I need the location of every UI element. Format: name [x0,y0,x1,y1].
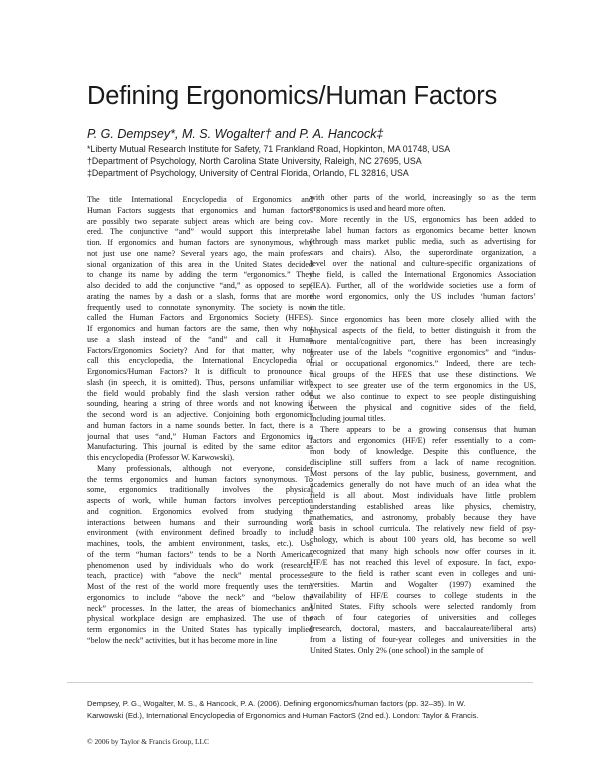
affiliation-3: ‡Department of Psychology, University of Central Florida, Orlando, FL 32816, USA [87,168,409,178]
text-line: availability of HF/E courses to college students in the [310,590,536,600]
text-line: use a slash instead of the “and” and call it Human [87,334,313,344]
text-line: academics generally do not have much of an idea what the [310,480,536,490]
text-line: Since ergonomics has been more closely allied with the [320,314,536,324]
text-line: but we also continue to expect to see people distinguishing [310,391,536,401]
citation-line-2: Karwowski (Ed.), International Encyclopedia of Ergonomics and Human FactorS (2nd ed.). London: Taylor & Francis. [87,710,479,720]
text-line: machines, tools, the ambient environment, tasks, etc.). Use [87,539,313,548]
text-line: the field would probably find the slash version rather odd [87,388,313,398]
text-line: If ergonomics and human factors are the same, then why not [87,324,313,333]
text-line: a basis in school curricula. The relatively new field of psy- [310,524,536,534]
citation-divider [67,682,533,683]
article-title: Defining Ergonomics/Human Factors [87,82,498,110]
text-line: HF/E has not reached this level of exposure. In fact, expo- [310,557,536,567]
text-line: and cognition. Ergonomics evolved from studying the [87,506,313,516]
text-line: the word ergonomics, only the US includes ‘human factors’ [310,292,536,302]
text-line: more mental/cognitive part, there has been increasingly [310,336,536,346]
text-line: (research, doctoral, masters, and baccalaureate/liberal arts) [310,623,536,633]
text-line: of the term “human factors” tends to be a North American [87,549,313,559]
text-line: discipline still suffers from a lack of name recognition. [310,458,536,468]
text-line: versities. Martin and Wogalter (1997) examined the [310,579,536,589]
text-line: interactions between humans and their surrounding work [87,517,313,527]
text-line: Many professionals, although not everyone, consider [97,463,313,473]
text-line: called the Human Factors and Ergonomics Society (HFES). [87,313,313,323]
text-line: with other parts of the world, increasingly so as the term [310,193,536,202]
text-line: some, ergonomics traditionally involves the physical [87,485,313,495]
text-line: United States. Fifty schools were selected randomly from [310,601,536,611]
text-line: Most of the rest of the world more frequently uses the term [87,582,313,591]
text-line: chology, which is about 100 years old, has become so well [310,535,536,545]
text-line: the terms ergonomics and human factors synonymous. To [87,474,313,484]
text-line: slash (in speech, it is omitted). Thus, persons unfamiliar with [87,377,313,387]
text-line: physical workplace design are emphasized. The use of the [87,614,313,624]
text-line: and human factors in a name sounds better. In fact, there is a [87,420,313,430]
text-line: Ergonomics/Human Factors? It is difficult to pronounce a [87,367,313,376]
text-line: The title International Encyclopedia of Ergonomics and [87,195,313,204]
author-list: P. G. Dempsey*, M. S. Wogalter† and P. A. Hancock‡ [87,127,384,141]
body-column-right [310,192,536,656]
text-line: “below the neck” activities, but it has become more in line [87,635,278,645]
text-line: Human Factors suggests that ergonomics and human factors [87,205,313,215]
text-line: also decided to add the conjunctive “and,” as opposed to sep- [87,281,313,290]
text-line: understanding established areas like physics, chemistry, [310,502,536,512]
text-line: between the physical and cognitive sides of the field, [310,402,536,412]
text-line: the second word is an adjective. Conjoining both ergonomics [87,410,313,419]
text-line: teach, practice) with “above the neck” mental processes. [87,571,313,581]
text-line: call this encyclopedia, the International Encyclopedia of [87,356,313,366]
text-line: (through mass market public media, such as advertising for [310,237,536,247]
copyright-notice: © 2006 by Taylor & Francis Group, LLC [87,737,209,746]
text-line: from a listing of four-year colleges and universities in the [310,634,536,644]
text-line: mon body of knowledge. Despite this confluence, the [310,447,536,457]
text-line: environment (with environment defined broadly to include [87,528,313,538]
affiliation-2: †Department of Psychology, North Carolina State University, Raleigh, NC 27695, USA [87,156,422,166]
text-line: factors and ergonomics (HF/E) refer essentially to a com- [310,436,536,446]
text-line: not just use one name? Several years ago, the main profes- [87,248,313,258]
text-line: level over the national and culture-specific organizations of [310,259,536,269]
text-line: mathematics, and astronomy, probably because they have [310,513,536,523]
text-line: field is all about. Most individuals have little problem [310,491,536,501]
text-line: to change its name by adding the term “ergonomics.” They [87,270,313,280]
text-line: There appears to be a growing consensus that human [320,424,536,434]
text-line: tion. If ergonomics and human factors are synonymous, why [87,238,313,247]
text-line: trial or occupational ergonomics.” Indeed, there are tech- [310,358,536,368]
text-line: arating the names by a dash or a slash, forms that are more [87,291,313,301]
text-line: Most persons of the lay public, business, government, and [310,469,536,479]
text-line: cars and chairs). Also, the superordinate organization, a [310,248,536,258]
text-line: phenomenon used by individuals who do work (research, [87,560,313,570]
citation-block [87,698,527,721]
text-line: ered. The conjunctive “and” would support this interpreta- [87,227,313,237]
text-line: frequently used to connotate synonymity. The society is now [87,302,313,312]
text-line: term ergonomics in the United States has typically implied [87,625,313,634]
text-line: each of four categories of universities and colleges [310,612,536,622]
text-line: in the title. [310,303,345,313]
text-line: aspects of work, while human factors involves perception [87,496,313,505]
text-line: neck” processes. In the latter, the areas of biomechanics and [87,603,313,613]
text-line: ergonomics is used and heard more often. [310,204,446,214]
text-line: journal that uses “and,” Human Factors and Ergonomics in [87,431,313,441]
text-line: recognized that many high schools now offer courses in it. [310,546,536,556]
citation-line-1: Dempsey, P. G., Wogalter, M. S., & Hancock, P. A. (2006). Defining ergonomics/human factors (pp. 32–35). In W. [87,699,466,708]
text-line: including journal titles. [310,413,386,423]
text-line: (IEA). Further, all of the worldwide societies use a form of [310,281,536,291]
text-line: sional organization of this area in the United States decided [87,259,313,269]
text-line: sure to the field is rather scant even in colleges and uni- [310,568,536,578]
text-line: physical aspects of the field, to better distinguish it from the [310,325,536,335]
text-line: Factors/Ergonomics Society? And for that matter, why not [87,345,313,355]
text-line: are possibly two separate subject areas which are being cov- [87,216,313,226]
body-column-left [87,195,313,647]
text-line: United States. Only 2% (one school) in the sample of [310,645,484,655]
text-line: Manufacturing. This journal is edited by the same editor as [87,442,313,452]
text-line: sounding, hearing a string of three words and not knowing if [87,399,313,409]
text-line: nical groups of the HFES that use these distinctions. We [310,369,536,379]
text-line: the label human factors as ergonomics became better known [310,226,536,236]
text-line: expect to see greater use of the term ergonomics in the US, [310,380,536,390]
affiliation-1: *Liberty Mutual Research Institute for Safety, 71 Frankland Road, Hopkinton, MA 01748, USA [87,144,451,154]
text-line: greater use of the labels “cognitive ergonomics” and “indus- [310,347,536,357]
text-line: More recently in the US, ergonomics has been added to [320,215,536,225]
text-line: this encyclopedia (Professor W. Karwowski). [87,453,235,462]
affiliations [87,143,567,179]
text-line: ergonomics to include “above the neck” and “below the [87,592,313,602]
text-line: the field, is called the International Ergonomics Association [310,270,536,280]
